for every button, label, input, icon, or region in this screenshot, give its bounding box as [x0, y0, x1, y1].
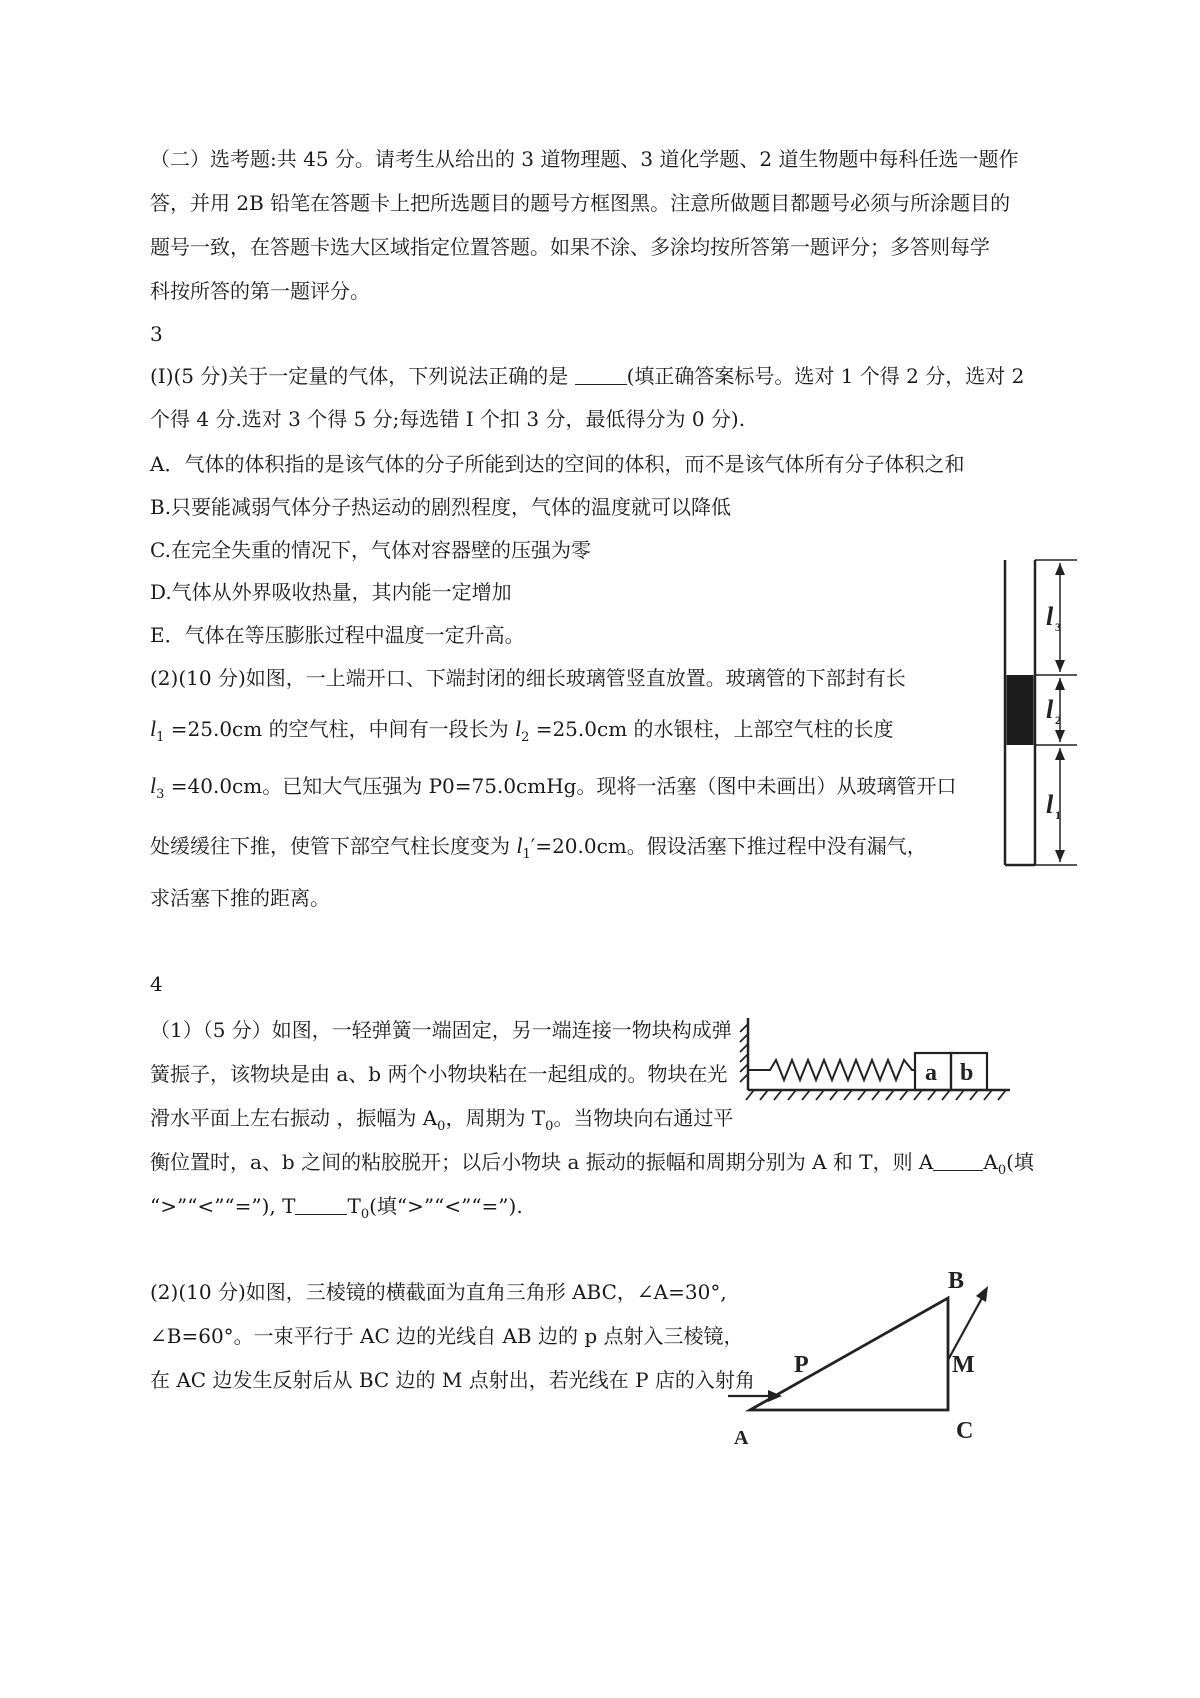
variable: l: [514, 716, 522, 741]
intro-line: [150, 145, 1019, 173]
text-run: 簧振子，该物块是由 a、b 两个小物块粘在一起组成的。物块在光: [150, 1062, 728, 1086]
subscript: 0: [360, 1207, 370, 1222]
answer-blank: [295, 1194, 347, 1215]
subscript: 0: [997, 1163, 1007, 1178]
q33-part2-line: [150, 772, 956, 809]
q34-part1-line: [150, 1016, 732, 1044]
text-run: (填正确答案标号。选对 1 个得 2 分，选对 2: [626, 364, 1025, 388]
subscript: 1: [156, 730, 165, 745]
q33-part2-line: [150, 832, 927, 869]
text-run: ，周期为 T: [445, 1106, 546, 1130]
q34-heading: [150, 970, 163, 998]
subscript: 2: [521, 730, 530, 745]
q33-part2-line: [150, 715, 894, 752]
emergent-arrow: [976, 1286, 988, 1302]
text-run: E．气体在等压膨胀过程中温度一定升高。: [150, 623, 525, 647]
vertex-label-A: A: [734, 1427, 749, 1449]
spring: [748, 1060, 915, 1080]
text-run: (I)(5 分)关于一定量的气体，下列说法正确的是: [150, 364, 575, 388]
text-run: 衡位置时，a、b 之间的粘胶脱开；以后小物块 a 振动的振幅和周期分别为 A 和 T，则 A: [150, 1150, 934, 1174]
text-run: “>”“<”“=”), T: [150, 1194, 296, 1218]
text-run: B.只要能减弱气体分子热运动的剧烈程度，气体的温度就可以降低: [150, 495, 732, 519]
q34-part1-line: [150, 1060, 727, 1088]
text-run: ∠B=60°。一束平行于 AC 边的光线自 AB 边的 p 点射入三棱镜，: [150, 1324, 744, 1348]
q34-part2-line: [150, 1322, 744, 1350]
variable: l: [150, 773, 157, 798]
text-run: 答，并用 2B 铅笔在答题卡上把所选题目的题号方框图黑。注意所做题目都题号必须与所涂题目的: [150, 191, 1011, 215]
text-run: T: [347, 1194, 361, 1218]
intro-line: [150, 189, 1010, 217]
text-run: A．气体的体积指的是该气体的分子所能到达的空间的体积，而不是该气体所有分子体积之和: [150, 452, 965, 476]
text-run: 处缓缓往下推，使管下部空气柱长度变为: [150, 834, 517, 858]
subscript: 3: [156, 787, 165, 802]
emergent-ray: [948, 1298, 982, 1360]
label-l2: l: [1046, 695, 1054, 724]
q34-part2-line: [150, 1278, 727, 1306]
answer-blank: [575, 364, 627, 385]
q33-part1-line: [150, 405, 745, 433]
point-label-P: P: [794, 1352, 809, 1378]
answer-blank: [933, 1150, 983, 1171]
q34-part1-line: [150, 1104, 733, 1141]
q33-option: [150, 493, 731, 521]
text-run: 。当物块向右通过平: [553, 1106, 734, 1130]
text-run: （1）（5 分）如图，一轻弹簧一端固定，另一端连接一物块构成弹: [150, 1018, 732, 1042]
label-l3: l: [1046, 602, 1054, 631]
label-l2-sub: 2: [1055, 713, 1061, 727]
q34-part1-line: [150, 1192, 523, 1229]
text-run: (2)(10 分)如图，一上端开口、下端封闭的细长玻璃管竖直放置。玻璃管的下部封有长: [150, 666, 906, 690]
block-b-label: b: [960, 1060, 974, 1086]
vertex-label-C: C: [956, 1418, 974, 1444]
q33-part1-line: [150, 362, 1024, 390]
text-run: 科按所答的第一题评分。: [150, 279, 370, 303]
q33-option: [150, 450, 964, 478]
text-run: ′=20.0cm。假设活塞下推过程中没有漏气，: [530, 834, 927, 858]
q33-part2-line: [150, 884, 330, 912]
text-run: （二）选考题:共 45 分。请考生从给出的 3 道物理题、3 道化学题、2 道生物题中每科任选一题作: [150, 147, 1019, 171]
q33-option: [150, 536, 591, 564]
text-run: (填“>”“<”“=”).: [369, 1194, 523, 1218]
text-run: D.气体从外界吸收热量，其内能一定增加: [150, 580, 512, 604]
text-run: 4: [150, 972, 163, 996]
label-l1-sub: 1: [1055, 808, 1061, 822]
intro-line: [150, 277, 370, 305]
text-run: =25.0cm 的水银柱，上部空气柱的长度: [529, 717, 894, 741]
text-run: 个得 4 分.选对 3 个得 5 分;每选错 I 个扣 3 分，最低得分为 0 分).: [150, 407, 746, 431]
vertex-label-B: B: [948, 1268, 965, 1294]
prism-figure: [720, 1268, 1030, 1458]
text-run: 滑水平面上左右振动 ，振幅为 A: [150, 1106, 438, 1130]
label-l1: l: [1046, 790, 1054, 819]
text-run: 3: [150, 322, 163, 346]
mercury-column: [1007, 675, 1034, 745]
label-l3-sub: 3: [1055, 620, 1061, 634]
text-run: 在 AC 边发生反射后从 BC 边的 M 点射出，若光线在 P 店的入射角: [150, 1368, 755, 1392]
text-run: A: [983, 1150, 998, 1174]
text-run: 题号一致，在答题卡选大区域指定位置答题。如果不涂、多涂均按所答第一题评分；多答则每学: [150, 235, 990, 259]
subscript: 0: [437, 1119, 446, 1134]
q33-heading: [150, 320, 163, 348]
subscript: 1: [522, 847, 531, 862]
q33-option: [150, 621, 525, 649]
text-run: =25.0cm 的空气柱，中间有一段长为: [164, 717, 515, 741]
variable: l: [516, 833, 523, 858]
subscript: 0: [545, 1119, 554, 1134]
prism-triangle: [750, 1298, 948, 1410]
text-run: (2)(10 分)如图，三棱镜的横截面为直角三角形 ABC，∠A=30°,: [150, 1280, 727, 1304]
text-run: 求活塞下推的距离。: [150, 886, 330, 910]
variable: l: [150, 716, 157, 741]
glass-tube-figure: [960, 555, 1080, 885]
point-label-M: M: [952, 1352, 975, 1378]
spring-oscillator-figure: [740, 1018, 1030, 1108]
q33-option: [150, 578, 512, 606]
text-run: C.在完全失重的情况下，气体对容器壁的压强为零: [150, 538, 591, 562]
q33-part2-line: [150, 664, 906, 692]
q34-part2-line: [150, 1366, 755, 1394]
q34-part1-line: [150, 1148, 1034, 1185]
intro-line: [150, 233, 990, 261]
text-run: (填: [1006, 1150, 1034, 1174]
block-a-label: a: [925, 1060, 937, 1086]
text-run: =40.0cm。已知大气压强为 P0=75.0cmHg。现将一活塞（图中未画出）从玻璃管开口: [164, 774, 957, 798]
